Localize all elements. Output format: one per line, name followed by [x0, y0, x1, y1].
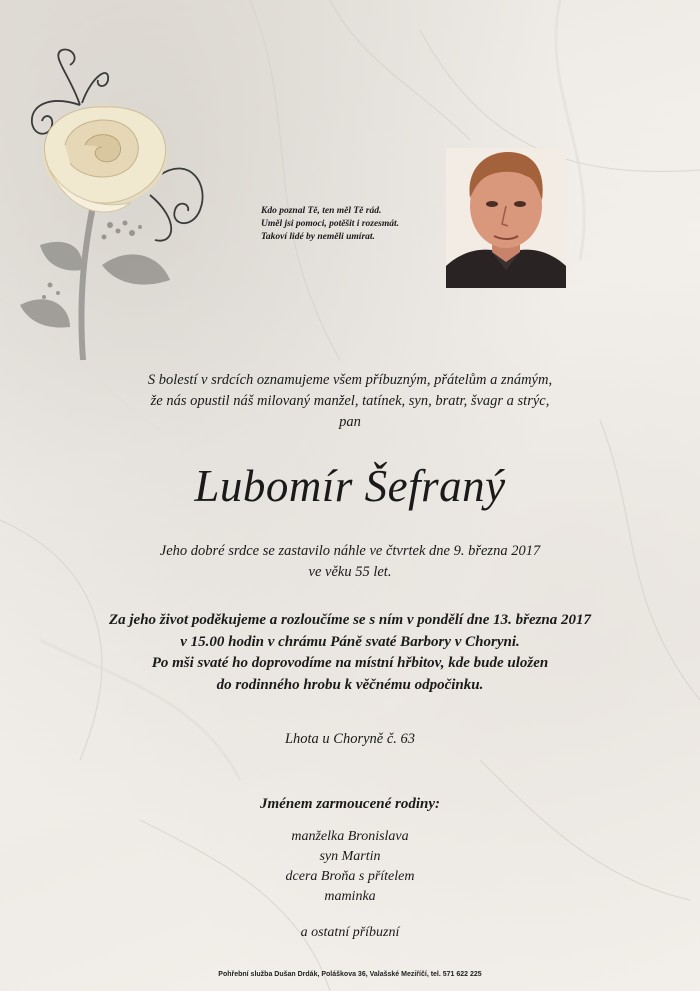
announcement — [60, 370, 640, 433]
family-members — [60, 827, 640, 907]
other-relatives: a ostatní příbuzní — [300, 925, 400, 940]
death-notice — [60, 541, 640, 583]
deceased-portrait — [446, 148, 566, 288]
family-member: maminka — [324, 889, 376, 904]
memorial-verse — [261, 205, 441, 244]
family-member: dcera Broňa s přítelem — [285, 869, 415, 884]
announcement-line: že nás opustil náš milovaný manžel, tatínek, syn, bratr, švagr a strýc, — [150, 393, 550, 409]
portrait-image — [446, 148, 566, 288]
funeral-line: do rodinného hrobu k věčnému odpočinku. — [216, 676, 484, 693]
announcement-line: S bolestí v srdcích oznamujeme všem příbuzným, přátelům a známým, — [147, 372, 553, 388]
family-heading: Jménem zarmoucené rodiny: — [260, 796, 440, 812]
funeral-line: Po mši svaté ho doprovodíme na místní hřbitov, kde bude uložen — [151, 655, 549, 671]
funeral-details — [40, 610, 660, 696]
death-notice-line: ve věku 55 let. — [308, 564, 392, 580]
death-notice-line: Jeho dobré srdce se zastavilo náhle ve čtvrtek dne 9. března 2017 — [159, 543, 541, 559]
announcement-line: pan — [339, 414, 361, 430]
verse-line: Uměl jsi pomoci, potěšit i rozesmát. — [261, 219, 400, 229]
residence-address: Lhota u Choryně č. 63 — [284, 731, 416, 747]
family-member: syn Martin — [319, 849, 381, 864]
funeral-service-footer: Pohřební služba Dušan Drdák, Poláškova 36, Valašské Meziříčí, tel. 571 622 225 — [218, 971, 482, 978]
family-member: manželka Bronislava — [291, 829, 409, 844]
rose-icon — [10, 45, 220, 365]
deceased-name: Lubomír Šefraný — [194, 461, 506, 511]
funeral-line: Za jeho život poděkujeme a rozloučíme se s ním v pondělí dne 13. března 2017 — [108, 612, 592, 628]
verse-line: Kdo poznal Tě, ten měl Tě rád. — [261, 206, 382, 216]
verse-line: Takoví lidé by neměli umírat. — [261, 232, 375, 242]
funeral-line: v 15.00 hodin v chrámu Páně svaté Barbory v Choryni. — [180, 633, 520, 650]
